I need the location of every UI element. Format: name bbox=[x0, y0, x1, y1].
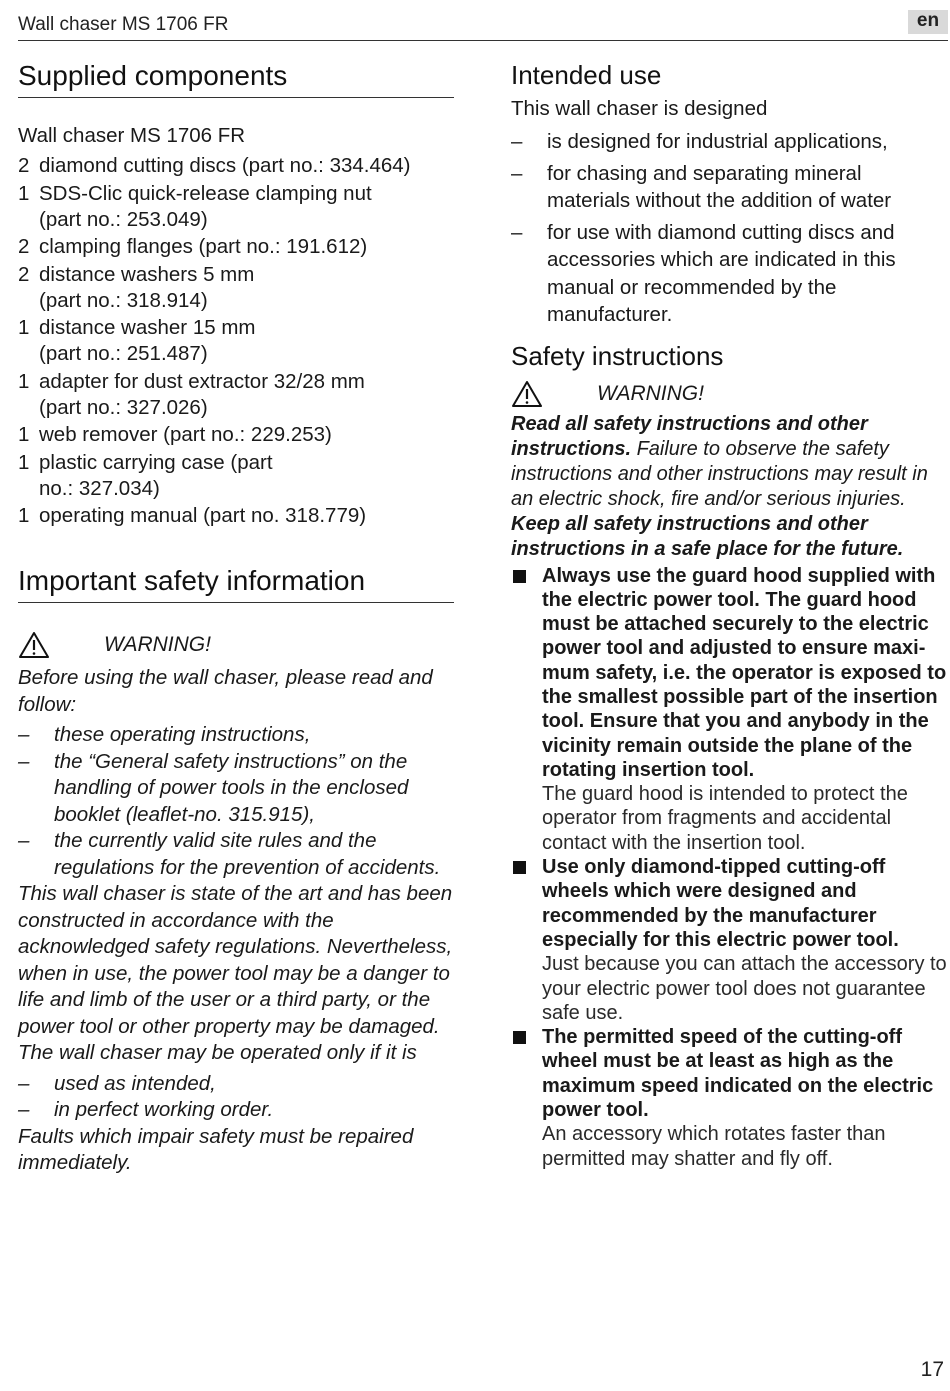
warning-row bbox=[511, 380, 947, 408]
state-of-art-paragraph: This wall chaser is state of the art and has been constructed in accordance with the acknowledged safety regulations. Nevertheless, when in use, the power tool may be a danger to life and limb of the user or a third party, or the power tool or other property may be damaged. The wall chaser may be operated only if it is bbox=[18, 882, 453, 1064]
list-item: – for chasing and separating mineral materials without the addition of water bbox=[511, 161, 892, 212]
intended-heading: Intended use bbox=[511, 60, 662, 90]
list-item: Use only diamond-tipped cutting-off wheels which were designed and recommended by the manufacturer especially for this electric power tool. Just because you can attach the accessory to your electric power tool does not guarantee safe use. bbox=[511, 855, 947, 1025]
list-item: – these operating instructions, bbox=[18, 723, 311, 746]
warning-triangle-icon bbox=[18, 631, 50, 659]
list-item: – used as intended, bbox=[18, 1071, 216, 1095]
read-instructions-paragraph: Read all safety instructions and other instructions. Failure to observe the safety instructions and other instructions may result in an electric shock, fire and/or serious injuries. bbox=[511, 412, 928, 510]
supplied-heading: Supplied components bbox=[18, 60, 454, 98]
page-number: 17 bbox=[920, 1358, 944, 1381]
important-intro: Before using the wall chaser, please read and follow: bbox=[18, 666, 433, 716]
list-item: – is designed for industrial applications, bbox=[511, 130, 888, 153]
list-item: 1 plastic carrying case (part no.: 327.034) bbox=[18, 450, 273, 500]
safety-heading: Safety instructions bbox=[511, 340, 724, 371]
list-item: – in perfect working order. bbox=[18, 1098, 274, 1121]
important-heading: Important safety information bbox=[18, 565, 454, 603]
list-item: – for use with diamond cutting discs and accessories which are indicated in this manual or recommended by the manufacturer. bbox=[511, 220, 896, 326]
list-item: – the currently valid site rules and the regulations for the prevention of accidents. bbox=[18, 829, 441, 879]
list-item: – the “General safety instructions” on the handling of power tools in the enclosed booklet (leaflet-no. 315.915), bbox=[18, 749, 409, 826]
bullet-square-icon bbox=[513, 570, 526, 583]
list-item: 1 operating manual (part no. 318.779) bbox=[18, 504, 367, 527]
warning-label: WARNING! bbox=[597, 381, 704, 405]
list-item: 1 SDS-Clic quick-release clamping nut (part no.: 253.049) bbox=[18, 181, 372, 231]
list-item: 2 clamping flanges (part no.: 191.612) bbox=[18, 235, 368, 258]
list-item: 1 distance washer 15 mm (part no.: 251.487) bbox=[18, 316, 256, 365]
list-item: Always use the guard hood supplied with the electric power tool. The guard hood must be attached securely to the electric power tool and adjusted to ensure maximum safety, i.e. the operator is exposed to the smallest possible part of the insertion tool. Ensure that you and anybody in the vicinity remain outside the plane of the rotating insertion tool. The guard hood is intended to protect the operator from fragments and accidental contact with the insertion tool. bbox=[511, 564, 947, 856]
page-header bbox=[18, 10, 948, 41]
list-item: 1 web remover (part no.: 229.253) bbox=[18, 423, 332, 446]
supplied-intro: Wall chaser MS 1706 FR bbox=[18, 124, 246, 147]
list-item: 1 adapter for dust extractor 32/28 mm (part no.: 327.026) bbox=[18, 369, 365, 419]
intended-intro: This wall chaser is designed bbox=[511, 97, 768, 120]
list-item: 2 diamond cutting discs (part no.: 334.464) bbox=[18, 154, 411, 177]
language-badge: en bbox=[908, 10, 948, 34]
warning-triangle-icon bbox=[511, 380, 543, 408]
list-item: The permitted speed of the cutting-off wheel must be at least as high as the maximum speed indicated on the electric power tool. An accessory which rotates faster than permitted may shatter and fly off. bbox=[511, 1025, 947, 1171]
supplied-list bbox=[18, 153, 454, 529]
bullet-square-icon bbox=[513, 1031, 526, 1044]
right-column bbox=[511, 60, 947, 1171]
bullet-square-icon bbox=[513, 861, 526, 874]
left-column bbox=[18, 60, 454, 1177]
faults-paragraph: Faults which impair safety must be repaired immediately. bbox=[18, 1124, 414, 1174]
warning-row bbox=[18, 631, 454, 659]
warning-label: WARNING! bbox=[104, 633, 211, 656]
header-title: Wall chaser MS 1706 FR bbox=[18, 14, 229, 35]
list-item: 2 distance washers 5 mm (part no.: 318.914) bbox=[18, 262, 255, 312]
keep-instructions-paragraph: Keep all safety instructions and other instructions in a safe place for the future. bbox=[511, 512, 904, 560]
